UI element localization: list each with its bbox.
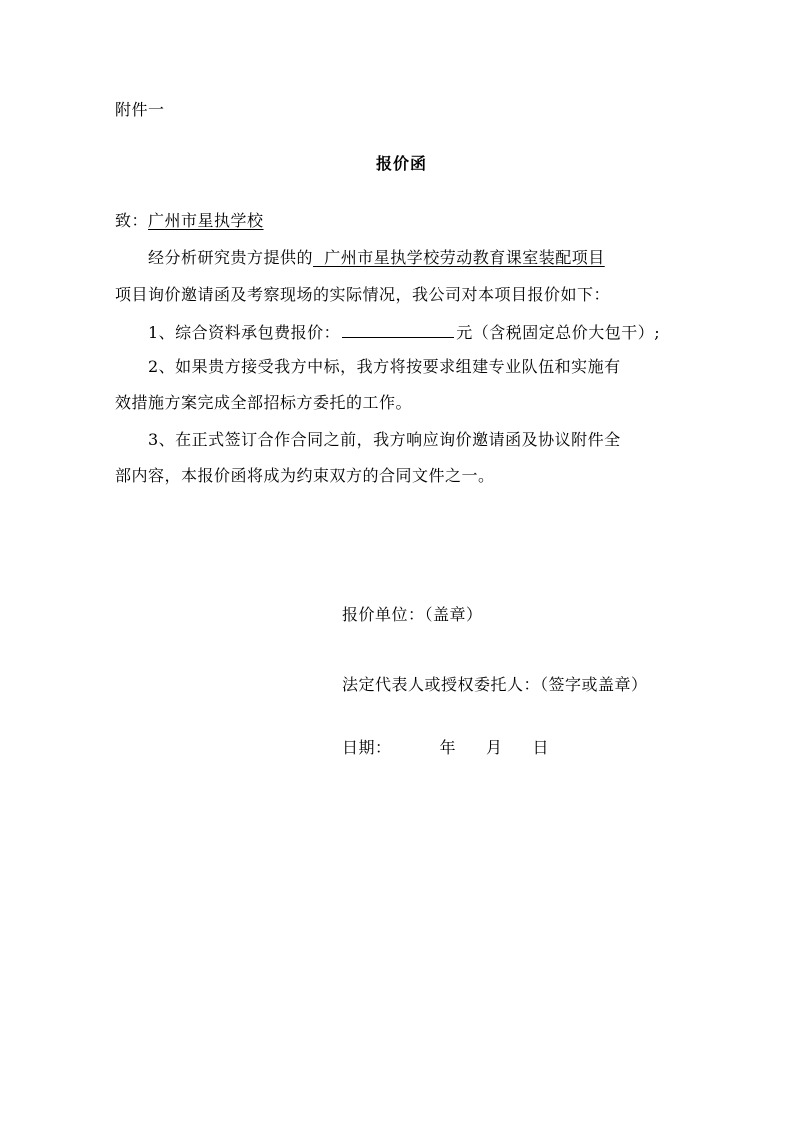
para1-line2: 项目询价邀请函及考察现场的实际情况，我公司对本项目报价如下： — [115, 285, 611, 304]
document-title: 报价函 — [375, 154, 427, 173]
item1-line — [148, 321, 660, 343]
price-blank — [342, 321, 454, 338]
signature-date — [342, 738, 549, 758]
item2-line2: 效措施方案完成全部招标方委托的工作。 — [115, 393, 413, 412]
para1-line1 — [148, 248, 605, 268]
para1-text: 经分析研究贵方提供的 — [148, 248, 314, 267]
item3-line1: 3、在正式签订合作合同之前，我方响应询价邀请函及协议附件全 — [148, 430, 621, 449]
item1-label: 1、综合资料承包费报价： — [148, 323, 341, 342]
item3-line2: 部内容，本报价函将成为约束双方的合同文件之一。 — [115, 466, 495, 485]
attachment-label: 附件一 — [115, 100, 165, 119]
recipient-line — [115, 211, 264, 231]
date-label: 日期： — [342, 738, 392, 757]
signature-representative: 法定代表人或授权委托人：（签字或盖章） — [342, 675, 648, 694]
item1-suffix: 元（含税固定总价大包干）; — [456, 323, 661, 342]
date-year: 年 — [439, 738, 457, 757]
signature-unit: 报价单位：（盖章） — [342, 605, 483, 624]
project-name: 广州市星执学校劳动教育课室装配项目 — [313, 248, 605, 267]
recipient-prefix: 致： — [115, 211, 149, 230]
date-month: 月 — [486, 738, 503, 757]
item2-line1: 2、如果贵方接受我方中标，我方将按要求组建专业队伍和实施有 — [148, 357, 621, 376]
recipient-name: 广州市星执学校 — [148, 211, 264, 230]
date-day: 日 — [532, 738, 550, 757]
